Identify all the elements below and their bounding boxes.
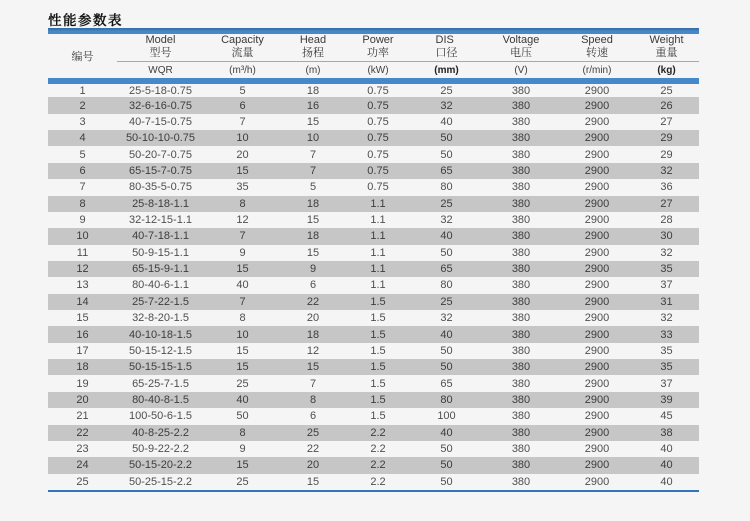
cell-weight: 40 <box>660 475 673 488</box>
table-row <box>48 441 699 457</box>
cell-head: 18 <box>306 197 320 210</box>
col-header-speed-en: Speed <box>581 34 613 46</box>
cell-capacity: 7 <box>239 115 246 128</box>
col-unit-dis: (mm) <box>411 62 482 82</box>
col-header-model <box>117 34 204 62</box>
cell-dis: 50 <box>440 361 453 374</box>
cell-speed: 2900 <box>584 99 610 112</box>
cell-capacity: 7 <box>239 295 246 308</box>
cell-head: 8 <box>309 394 317 406</box>
cell-dis: 65 <box>440 263 453 276</box>
cell-index: 13 <box>76 279 89 292</box>
cell-head: 18 <box>306 230 320 243</box>
cell-speed: 2900 <box>584 295 610 308</box>
cell-voltage: 380 <box>511 410 531 423</box>
cell-voltage: 380 <box>511 197 531 210</box>
cell-voltage: 380 <box>511 246 531 259</box>
col-unit-speed: (r/min) <box>560 62 634 82</box>
cell-capacity: 40 <box>236 279 249 292</box>
cell-model: 80-40-6-1.1 <box>132 279 189 292</box>
cell-index: 17 <box>76 344 89 357</box>
cell-model: 50-15-15-1.5 <box>129 361 192 374</box>
cell-model: 50-15-20-2.2 <box>129 459 192 472</box>
table-row <box>48 425 699 441</box>
cell-head: 18 <box>306 84 320 97</box>
table-row <box>48 261 699 277</box>
cell-dis: 80 <box>440 279 453 292</box>
cell-index: 23 <box>76 443 89 456</box>
cell-weight: 29 <box>660 132 673 145</box>
col-unit-weight: (kg) <box>634 62 699 82</box>
cell-weight: 25 <box>660 84 673 97</box>
cell-model: 50-25-15-2.2 <box>129 475 192 488</box>
cell-model: 80-40-8-1.5 <box>132 394 189 406</box>
cell-weight: 26 <box>660 99 673 112</box>
col-header-dis-en: DIS <box>435 34 454 46</box>
col-header-weight-en: Weight <box>649 34 684 46</box>
cell-speed: 2900 <box>584 443 610 456</box>
col-header-capacity-en: Capacity <box>221 34 264 46</box>
cell-dis: 40 <box>440 426 453 439</box>
col-header-voltage-zh: 电压 <box>509 47 532 59</box>
cell-speed: 2900 <box>584 164 610 177</box>
cell-capacity: 10 <box>236 132 249 145</box>
cell-speed: 2900 <box>584 328 610 341</box>
cell-speed: 2900 <box>584 312 610 325</box>
cell-power: 1.1 <box>370 214 386 227</box>
cell-voltage: 380 <box>511 328 531 341</box>
cell-speed: 2900 <box>584 84 610 97</box>
col-header-dis-zh: 口径 <box>435 47 458 59</box>
cell-head: 7 <box>309 164 317 177</box>
cell-capacity: 15 <box>236 164 249 177</box>
page-title: 性能参数表 <box>48 13 123 28</box>
cell-index: 9 <box>79 214 86 227</box>
cell-model: 32-12-15-1.1 <box>129 214 192 227</box>
cell-head: 9 <box>309 263 317 276</box>
performance-table <box>48 34 699 490</box>
cell-weight: 37 <box>660 279 673 292</box>
cell-voltage: 380 <box>511 164 531 177</box>
cell-model: 50-10-10-0.75 <box>125 132 196 145</box>
cell-model: 100-50-6-1.5 <box>129 410 192 423</box>
cell-weight: 40 <box>660 459 673 472</box>
cell-weight: 28 <box>660 214 673 227</box>
cell-head: 6 <box>309 410 317 423</box>
table-row <box>48 457 699 473</box>
cell-speed: 2900 <box>584 197 610 210</box>
cell-power: 1.5 <box>370 344 386 357</box>
cell-index: 21 <box>76 410 89 423</box>
cell-power: 0.75 <box>367 181 389 194</box>
table-row <box>48 130 699 146</box>
cell-model: 32-8-20-1.5 <box>132 312 189 325</box>
cell-head: 16 <box>306 99 320 112</box>
cell-capacity: 8 <box>239 312 246 325</box>
spec-table <box>48 28 699 492</box>
cell-voltage: 380 <box>511 181 531 194</box>
cell-voltage: 380 <box>511 132 531 145</box>
cell-speed: 2900 <box>584 181 610 194</box>
cell-voltage: 380 <box>511 377 531 390</box>
table-row <box>48 343 699 359</box>
cell-index: 5 <box>79 148 86 161</box>
cell-power: 0.75 <box>367 99 389 112</box>
col-header-speed <box>560 34 634 62</box>
cell-power: 0.75 <box>367 164 389 177</box>
cell-weight: 32 <box>660 246 673 259</box>
cell-index: 12 <box>76 263 89 276</box>
col-unit-power: (kW) <box>345 62 411 82</box>
cell-dis: 65 <box>440 164 453 177</box>
cell-dis: 50 <box>440 148 453 161</box>
cell-weight: 35 <box>660 361 673 374</box>
cell-dis: 25 <box>440 295 453 308</box>
table-row <box>48 163 699 179</box>
cell-power: 1.1 <box>370 263 386 276</box>
col-unit-capacity: (m³/h) <box>204 62 281 82</box>
cell-voltage: 380 <box>511 84 531 97</box>
cell-model: 25-8-18-1.1 <box>132 197 189 210</box>
cell-head: 7 <box>309 148 317 161</box>
cell-capacity: 8 <box>239 426 246 439</box>
cell-dis: 32 <box>440 214 453 227</box>
cell-power: 1.1 <box>370 197 386 210</box>
col-unit-head: (m) <box>281 62 345 82</box>
cell-capacity: 15 <box>236 459 249 472</box>
cell-capacity: 12 <box>236 214 249 227</box>
cell-index: 14 <box>76 295 89 308</box>
cell-model: 65-25-7-1.5 <box>132 377 189 390</box>
cell-capacity: 9 <box>239 443 246 456</box>
cell-model: 25-5-18-0.75 <box>129 84 192 97</box>
cell-model: 40-7-15-0.75 <box>129 115 192 128</box>
cell-capacity: 15 <box>236 361 249 374</box>
cell-weight: 36 <box>660 181 673 194</box>
cell-index: 4 <box>79 132 86 145</box>
col-unit-voltage: (V) <box>482 62 560 82</box>
table-row <box>48 294 699 310</box>
col-header-speed-zh: 转速 <box>586 47 608 59</box>
col-header-head-zh: 扬程 <box>301 47 324 59</box>
cell-speed: 2900 <box>584 394 610 406</box>
cell-capacity: 15 <box>236 344 249 357</box>
col-header-power <box>345 34 411 62</box>
cell-voltage: 380 <box>511 263 531 276</box>
table-header <box>48 34 699 81</box>
cell-power: 0.75 <box>367 84 389 97</box>
cell-head: 15 <box>306 246 320 259</box>
cell-power: 1.1 <box>370 279 386 292</box>
cell-index: 18 <box>76 361 89 374</box>
cell-model: 80-35-5-0.75 <box>129 181 192 194</box>
cell-capacity: 25 <box>236 475 249 488</box>
cell-voltage: 380 <box>511 279 531 292</box>
cell-power: 1.5 <box>370 361 386 374</box>
col-header-weight-zh: 重量 <box>655 47 678 59</box>
cell-power: 1.5 <box>370 394 386 406</box>
table-row <box>48 81 699 97</box>
cell-voltage: 380 <box>511 361 531 374</box>
cell-capacity: 35 <box>236 181 249 194</box>
cell-capacity: 9 <box>239 246 246 259</box>
cell-power: 2.2 <box>370 475 386 488</box>
cell-dis: 80 <box>440 394 453 406</box>
cell-voltage: 380 <box>511 214 531 227</box>
cell-power: 1.1 <box>370 246 386 259</box>
table-row <box>48 375 699 391</box>
cell-capacity: 50 <box>236 410 249 423</box>
header-row-names <box>48 34 699 62</box>
header-row-units <box>48 62 699 82</box>
table-row <box>48 326 699 342</box>
col-header-voltage-en: Voltage <box>502 34 540 46</box>
cell-speed: 2900 <box>584 377 610 390</box>
cell-model: 32-6-16-0.75 <box>129 99 192 112</box>
col-header-capacity-zh: 流量 <box>231 47 254 59</box>
col-header-capacity <box>204 34 281 62</box>
cell-index: 10 <box>76 230 89 243</box>
cell-index: 20 <box>76 394 89 406</box>
cell-index: 2 <box>79 99 86 112</box>
cell-index: 22 <box>76 426 89 439</box>
cell-voltage: 380 <box>511 475 531 488</box>
cell-speed: 2900 <box>584 230 610 243</box>
cell-power: 2.2 <box>370 443 386 456</box>
table-bottom-line <box>48 490 699 492</box>
table-body <box>48 81 699 490</box>
cell-speed: 2900 <box>584 344 610 357</box>
col-header-power-en: Power <box>362 34 394 46</box>
cell-voltage: 380 <box>511 148 531 161</box>
cell-weight: 27 <box>660 197 673 210</box>
col-header-head-en: Head <box>299 34 327 46</box>
cell-head: 25 <box>306 426 320 439</box>
cell-power: 1.5 <box>370 295 386 308</box>
cell-weight: 30 <box>660 230 673 243</box>
table-row <box>48 212 699 228</box>
cell-dis: 32 <box>440 99 453 112</box>
cell-capacity: 7 <box>239 230 246 243</box>
cell-head: 15 <box>306 361 320 374</box>
cell-voltage: 380 <box>511 394 531 406</box>
cell-dis: 25 <box>440 84 453 97</box>
cell-dis: 40 <box>440 230 453 243</box>
cell-head: 22 <box>306 443 320 456</box>
cell-weight: 31 <box>660 295 673 308</box>
cell-power: 2.2 <box>370 459 386 472</box>
col-header-dis <box>411 34 482 62</box>
col-unit-model: WQR <box>117 62 204 82</box>
cell-power: 1.5 <box>370 377 386 390</box>
table-row <box>48 359 699 375</box>
cell-head: 7 <box>309 377 317 390</box>
cell-power: 0.75 <box>367 115 389 128</box>
table-row <box>48 114 699 130</box>
cell-weight: 27 <box>660 115 673 128</box>
cell-index: 11 <box>76 246 89 259</box>
col-header-head <box>281 34 345 62</box>
cell-voltage: 380 <box>511 99 531 112</box>
cell-weight: 38 <box>660 426 673 439</box>
cell-weight: 45 <box>660 410 673 423</box>
cell-speed: 2900 <box>584 279 610 292</box>
cell-dis: 100 <box>437 410 456 423</box>
cell-model: 65-15-7-0.75 <box>129 164 192 177</box>
cell-power: 1.5 <box>370 328 386 341</box>
cell-dis: 65 <box>440 377 453 390</box>
cell-speed: 2900 <box>584 475 610 488</box>
table-row <box>48 408 699 424</box>
cell-dis: 80 <box>440 181 453 194</box>
cell-index: 7 <box>79 181 86 194</box>
cell-dis: 32 <box>440 312 453 325</box>
cell-index: 1 <box>79 84 86 97</box>
cell-power: 0.75 <box>367 132 389 145</box>
cell-index: 6 <box>79 164 86 177</box>
cell-power: 1.5 <box>370 410 386 423</box>
cell-head: 15 <box>306 475 320 488</box>
cell-model: 40-7-18-1.1 <box>132 230 189 243</box>
cell-capacity: 25 <box>236 377 249 390</box>
cell-voltage: 380 <box>511 443 531 456</box>
cell-head: 10 <box>306 132 320 145</box>
cell-weight: 40 <box>660 443 673 456</box>
cell-dis: 40 <box>440 115 453 128</box>
cell-head: 20 <box>306 312 320 325</box>
cell-index: 19 <box>76 377 89 390</box>
cell-capacity: 40 <box>236 394 249 406</box>
table-row <box>48 196 699 212</box>
cell-dis: 50 <box>440 132 453 145</box>
cell-weight: 32 <box>660 164 673 177</box>
cell-dis: 25 <box>440 197 453 210</box>
cell-power: 1.5 <box>370 312 386 325</box>
table-row <box>48 146 699 162</box>
cell-head: 20 <box>306 459 320 472</box>
col-header-model-zh: 型号 <box>149 47 172 59</box>
table-row <box>48 245 699 261</box>
col-header-model-en: Model <box>145 34 176 46</box>
table-row <box>48 179 699 195</box>
cell-capacity: 15 <box>236 263 249 276</box>
cell-voltage: 380 <box>511 426 531 439</box>
table-row <box>48 392 699 408</box>
cell-head: 5 <box>309 181 317 194</box>
cell-index: 3 <box>79 115 86 128</box>
cell-dis: 50 <box>440 246 453 259</box>
cell-weight: 35 <box>660 344 673 357</box>
cell-model: 40-10-18-1.5 <box>129 328 192 341</box>
cell-dis: 50 <box>440 443 453 456</box>
table-row <box>48 97 699 113</box>
cell-index: 25 <box>76 475 89 488</box>
cell-dis: 40 <box>440 328 453 341</box>
cell-speed: 2900 <box>584 148 610 161</box>
col-header-weight <box>634 34 699 62</box>
cell-power: 2.2 <box>370 426 386 439</box>
cell-power: 0.75 <box>367 148 389 161</box>
cell-weight: 39 <box>660 394 673 406</box>
col-header-power-zh: 功率 <box>367 47 389 59</box>
cell-capacity: 5 <box>239 84 246 97</box>
cell-weight: 37 <box>660 377 673 390</box>
cell-head: 6 <box>309 279 317 292</box>
cell-model: 50-20-7-0.75 <box>129 148 192 161</box>
cell-voltage: 380 <box>511 230 531 243</box>
cell-weight: 32 <box>660 312 673 325</box>
col-header-index: 编号 <box>48 34 117 81</box>
cell-model: 65-15-9-1.1 <box>132 263 189 276</box>
cell-voltage: 380 <box>511 115 531 128</box>
cell-dis: 50 <box>440 475 453 488</box>
cell-speed: 2900 <box>584 410 610 423</box>
cell-head: 15 <box>306 214 320 227</box>
cell-index: 15 <box>76 312 89 325</box>
cell-model: 40-8-25-2.2 <box>132 426 189 439</box>
cell-dis: 50 <box>440 459 453 472</box>
cell-model: 50-9-22-2.2 <box>132 443 189 456</box>
table-row <box>48 474 699 490</box>
cell-head: 22 <box>306 295 320 308</box>
cell-weight: 29 <box>660 148 673 161</box>
cell-capacity: 8 <box>239 197 246 210</box>
cell-speed: 2900 <box>584 459 610 472</box>
cell-speed: 2900 <box>584 361 610 374</box>
cell-dis: 50 <box>440 344 453 357</box>
cell-model: 50-9-15-1.1 <box>132 246 189 259</box>
cell-index: 8 <box>79 197 86 210</box>
col-header-voltage <box>482 34 560 62</box>
cell-speed: 2900 <box>584 426 610 439</box>
cell-capacity: 10 <box>236 328 249 341</box>
cell-model: 50-15-12-1.5 <box>129 344 192 357</box>
cell-speed: 2900 <box>584 115 610 128</box>
table-row <box>48 310 699 326</box>
cell-voltage: 380 <box>511 344 531 357</box>
cell-model: 25-7-22-1.5 <box>132 295 189 308</box>
table-row <box>48 228 699 244</box>
cell-speed: 2900 <box>584 132 610 145</box>
table-row <box>48 277 699 293</box>
cell-head: 15 <box>306 115 320 128</box>
cell-weight: 33 <box>660 328 673 341</box>
cell-capacity: 6 <box>239 99 246 112</box>
cell-voltage: 380 <box>511 295 531 308</box>
cell-voltage: 380 <box>511 312 531 325</box>
cell-weight: 35 <box>660 263 673 276</box>
cell-voltage: 380 <box>511 459 531 472</box>
cell-power: 1.1 <box>370 230 386 243</box>
cell-head: 18 <box>306 328 320 341</box>
cell-capacity: 20 <box>236 148 249 161</box>
cell-speed: 2900 <box>584 263 610 276</box>
cell-speed: 2900 <box>584 214 610 227</box>
cell-index: 24 <box>76 459 89 472</box>
cell-head: 12 <box>306 344 320 357</box>
cell-speed: 2900 <box>584 246 610 259</box>
cell-index: 16 <box>76 328 89 341</box>
